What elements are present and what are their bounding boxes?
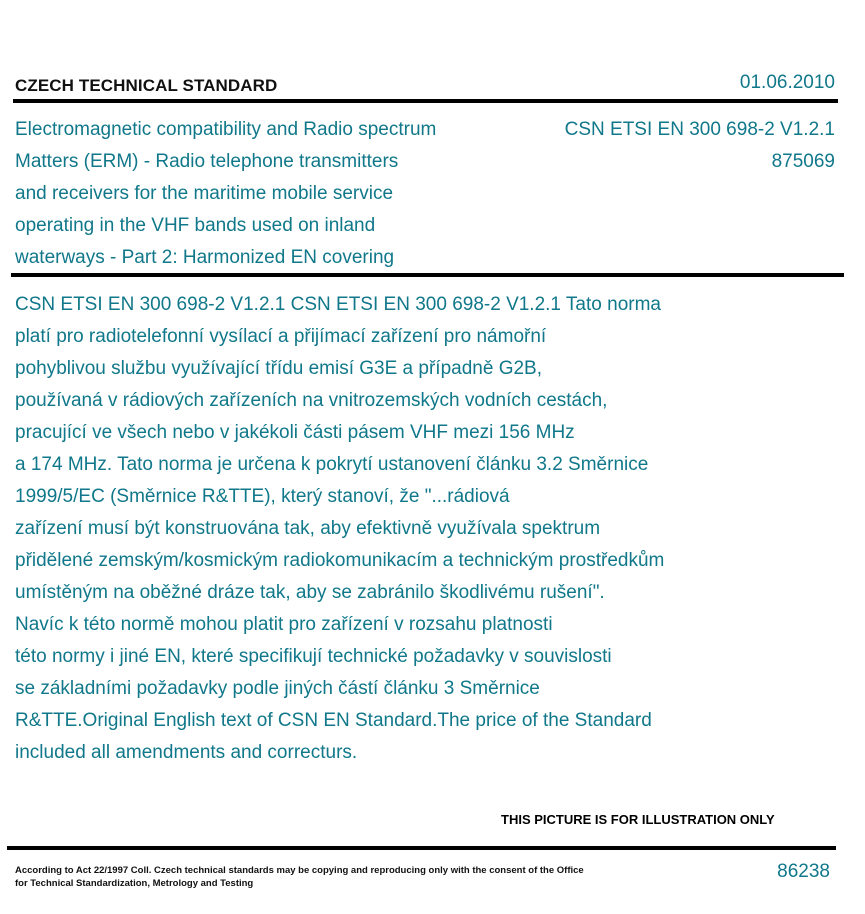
body-line: zařízení musí být konstruována tak, aby efektivně využívala spektrum [15, 518, 601, 539]
body-line: Navíc k této normě mohou platit pro zařízení v rozsahu platnosti [15, 614, 553, 635]
body-line: této normy i jiné EN, které specifikují technické požadavky v souvislosti [15, 646, 612, 667]
footer-divider [7, 846, 836, 850]
publication-date: 01.06.2010 [739, 72, 835, 93]
body-line: platí pro radiotelefonní vysílací a přijímací zařízení pro námořní [15, 326, 547, 347]
title-line: and receivers for the maritime mobile service [15, 183, 394, 204]
catalog-number: 875069 [771, 151, 835, 172]
title-line: Matters (ERM) - Radio telephone transmitters [15, 151, 399, 172]
body-line: pracující ve všech nebo v jakékoli části pásem VHF mezi 156 MHz [15, 422, 575, 443]
title-line: operating in the VHF bands used on inland [15, 215, 376, 236]
body-line: R&TTE.Original English text of CSN EN Standard.The price of the Standard [15, 710, 652, 731]
body-line: 1999/5/EC (Směrnice R&TTE), který stanoví, že "...rádiová [15, 486, 510, 507]
illustration-note: THIS PICTURE IS FOR ILLUSTRATION ONLY [501, 812, 775, 827]
title-line: waterways - Part 2: Harmonized EN covering [15, 247, 395, 268]
standard-header-title: CZECH TECHNICAL STANDARD [15, 76, 278, 95]
body-line: přidělené zemským/kosmickým radiokomunikacím a technickým prostředkům [15, 550, 665, 571]
document-title [15, 114, 515, 274]
title-divider [11, 273, 844, 277]
standard-identifiers [565, 114, 835, 178]
body-line: a 174 MHz. Tato norma je určena k pokrytí ustanovení článku 3.2 Směrnice [15, 454, 649, 475]
page-number: 86238 [777, 861, 830, 882]
document-abstract [15, 289, 785, 769]
legal-line: According to Act 22/1997 Coll. Czech technical standards may be copying and reproducing only with the consent of the Office [15, 865, 584, 876]
legal-line: for Technical Standardization, Metrology and Testing [15, 878, 254, 889]
body-line: se základními požadavky podle jiných částí článku 3 Směrnice [15, 678, 540, 699]
standard-code: CSN ETSI EN 300 698-2 V1.2.1 [564, 119, 835, 140]
body-line: umístěným na oběžné dráze tak, aby se zabránilo škodlivému rušení". [15, 582, 605, 603]
body-line: CSN ETSI EN 300 698-2 V1.2.1 CSN ETSI EN 300 698-2 V1.2.1 Tato norma [15, 294, 661, 315]
body-line: included all amendments and correcturs. [15, 742, 358, 763]
title-line: Electromagnetic compatibility and Radio spectrum [15, 119, 437, 140]
body-line: pohyblivou službu využívající třídu emisí G3E a případně G2B, [15, 358, 542, 379]
header-divider [13, 99, 838, 103]
body-line: používaná v rádiových zařízeních na vnitrozemských vodních cestách, [15, 390, 608, 411]
legal-notice [15, 864, 595, 890]
